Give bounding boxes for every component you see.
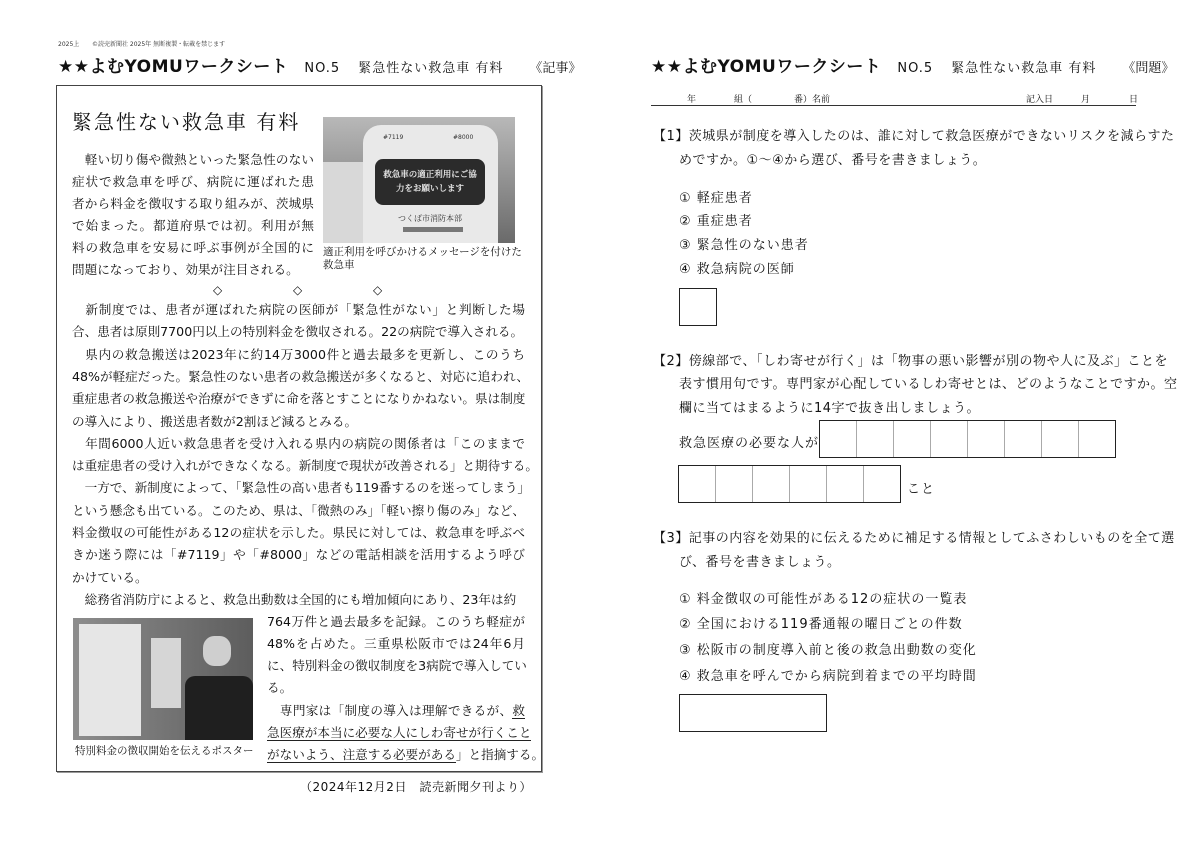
divider-diamond: ◇ — [293, 283, 303, 297]
q3-answer-box[interactable] — [679, 694, 827, 732]
article-line: 重症患者の救急搬送や治療ができずに命を落とすことになりかねない。県は制度 — [72, 391, 526, 407]
quote-text: 」と指摘する。 — [455, 747, 545, 762]
q1-option-3: ③ 緊急性のない患者 — [679, 238, 809, 253]
article-line: に、特別料金の徴収制度を3病院で導入してい — [267, 658, 527, 673]
class-field[interactable]: 組（ — [734, 95, 753, 105]
answer-cell[interactable] — [820, 421, 857, 457]
article-line: という懸念も出ている。このため、県は、「微熱のみ」「軽い擦り傷のみ」など、 — [72, 502, 525, 518]
answer-cell[interactable] — [1042, 421, 1079, 457]
q1-option-1: ① 軽症患者 — [679, 191, 753, 206]
article-line: 764万件と過去最多を記録。このうち軽症が — [267, 614, 525, 629]
brand-title: ★★よむYOMUワークシート — [651, 57, 882, 77]
article-line: 年間6000人近い救急患者を受け入れる県内の病院の関係者は「このままで — [72, 435, 525, 451]
answer-cell[interactable] — [864, 466, 900, 502]
worksheet-header — [651, 52, 1174, 77]
article-line: 軽い切り傷や微熱といった緊急性のない — [72, 152, 314, 167]
day-field[interactable]: 日 — [1129, 95, 1139, 105]
q2-answer-suffix: こと — [907, 482, 936, 497]
article-line: 合、患者は原則7700円以上の特別料金を徴収される。22の病院で導入される。 — [72, 324, 524, 340]
article-line: 一方で、新制度によって、「緊急性の高い患者も119番するのを迷ってしまう」 — [72, 480, 531, 496]
q1-text-line1: 【1】茨城県が制度を導入したのは、誰に対して救急医療ができないリスクを減らすた — [653, 129, 1175, 144]
month-field[interactable]: 月 — [1081, 95, 1091, 105]
answer-cell[interactable] — [857, 421, 894, 457]
source-credit: （2024年12月2日 読売新聞夕刊より） — [300, 780, 532, 794]
article-line: 総務省消防庁によると、救急出動数は全国的にも増加傾向にあり、23年は約 — [72, 591, 517, 607]
quote-line — [267, 703, 525, 719]
date-label: 記入日 — [1026, 95, 1054, 105]
q3-option-2: ② 全国における119番通報の曜日ごとの件数 — [679, 617, 963, 632]
article-line: 者から料金を徴収する取り組みが、茨城県 — [72, 196, 314, 211]
quote-line — [267, 725, 532, 741]
divider-diamond: ◇ — [373, 283, 383, 297]
article-line: 料の救急車を安易に呼ぶ事例が全国的に — [72, 240, 314, 255]
page-kind: 《問題》 — [1122, 61, 1175, 76]
answer-cell[interactable] — [827, 466, 864, 502]
article-line: 料金徴収の可能性がある12の症状を示した。県民に対しては、救急車を呼ぶべ — [72, 525, 525, 540]
article-line: の導入により、搬送患者数が2割ほど減るとみる。 — [72, 413, 358, 429]
worksheet-number: NO.5 — [304, 61, 341, 76]
answer-cell[interactable] — [753, 466, 790, 502]
article-line: 新制度では、患者が運ばれた病院の医師が「緊急性がない」と判断した場 — [72, 302, 525, 317]
q2-answer-cells-row1 — [819, 420, 1116, 458]
ambulance-window-message: 救急車の適正利用にご協力をお願いします — [383, 170, 477, 194]
underlined-text: がないよう、注意する必要がある — [267, 747, 456, 762]
ambulance-rear-window — [375, 159, 485, 205]
article-line: 症状で救急車を呼び、病院に運ばれた患 — [72, 174, 314, 189]
answer-cell[interactable] — [931, 421, 968, 457]
q3-option-3: ③ 松阪市の制度導入前と後の救急出動数の変化 — [679, 643, 977, 658]
poster-photo — [73, 618, 253, 740]
article-line: 問題になっており、効果が注目される。 — [72, 262, 299, 277]
year-field[interactable]: 年 — [687, 95, 697, 105]
q3-option-1: ① 料金徴収の可能性がある12の症状の一覧表 — [679, 592, 968, 607]
ambulance-photo — [323, 117, 515, 243]
answer-cell[interactable] — [716, 466, 753, 502]
answer-cell[interactable] — [790, 466, 827, 502]
ambulance-photo-caption: 適正利用を呼びかけるメッセージを付けた救急車 — [323, 246, 522, 271]
article-line: で始まった。都道府県では初。利用が無 — [72, 218, 314, 233]
q1-option-4: ④ 救急病院の医師 — [679, 262, 795, 277]
name-row-rule — [651, 105, 1136, 106]
article-line: は重症患者の受け入れができなくなる。新制度で現状が改善される」と期待する。 — [72, 458, 538, 474]
answer-cell[interactable] — [894, 421, 931, 457]
q1-option-2: ② 重症患者 — [679, 214, 753, 229]
article-line: る。 — [267, 680, 293, 695]
q2-text-line1: 【2】傍線部で、「しわ寄せが行く」は「物事の悪い影響が別の物や人に及ぶ」ことを — [653, 354, 1169, 369]
ambulance-number-7119: #7119 — [383, 134, 404, 141]
underlined-text: 救 — [512, 703, 525, 718]
underlined-text: 急医療が本当に必要な人にしわ寄せが行くこと — [267, 725, 532, 740]
q3-text-line1: 【3】記事の内容を効果的に伝えるために補足する情報としてふさわしいものを全て選 — [653, 531, 1175, 546]
answer-cell[interactable] — [1079, 421, 1115, 457]
student-number-field[interactable]: 番）名前 — [794, 95, 831, 105]
quote-line — [267, 747, 545, 763]
answer-cell[interactable] — [968, 421, 1005, 457]
q3-text-line2: び、番号を書きましょう。 — [679, 555, 841, 570]
ambulance-body-lettering: つくば市消防本部 — [398, 214, 462, 223]
article-line: かけている。 — [72, 569, 148, 585]
answer-cell[interactable] — [1005, 421, 1042, 457]
article-line: 県内の救急搬送は2023年に約14万3000件と過去最多を更新し、このうち — [72, 346, 525, 362]
q1-answer-box[interactable] — [679, 288, 717, 326]
worksheet-title: 緊急性ない救急車 有料 — [951, 61, 1097, 76]
article-line: 48%を占めた。三重県松阪市では24年6月 — [267, 636, 525, 651]
copyright-notice: ©読売新聞社 2025年 無断複製・転載を禁じます — [92, 41, 226, 48]
poster-photo-caption: 特別料金の徴収開始を伝えるポスター — [75, 745, 254, 757]
q2-text-line3: 欄に当てはまるように14字で抜き出しましょう。 — [679, 401, 981, 416]
page-kind: 《記事》 — [529, 61, 582, 76]
worksheet-title: 緊急性ない救急車 有料 — [358, 61, 504, 76]
quote-text: 専門家は「制度の導入は理解できるが、 — [267, 703, 513, 718]
article-line: きか迷う際には「#7119」や「#8000」などの電話相談を活用するよう呼び — [72, 547, 525, 563]
ambulance-number-8000: #8000 — [453, 134, 474, 141]
divider-diamond: ◇ — [213, 283, 223, 297]
q2-text-line2: 表す慣用句です。専門家が心配しているしわ寄せとは、どのようなことですか。空 — [679, 377, 1178, 392]
article-header — [58, 52, 581, 77]
q2-answer-cells-row2 — [678, 465, 901, 503]
q1-text-line2: めですか。①～④から選び、番号を書きましょう。 — [679, 153, 987, 168]
brand-title: ★★よむYOMUワークシート — [58, 57, 289, 77]
q3-option-4: ④ 救急車を呼んでから病院到着までの平均時間 — [679, 669, 977, 684]
worksheet-number: NO.5 — [897, 61, 934, 76]
edition-label: 2025上 — [58, 41, 80, 48]
article-line: 48%が軽症だった。緊急性のない患者の救急搬送が多くなると、対応に追われ、 — [72, 368, 529, 384]
answer-cell[interactable] — [679, 466, 716, 502]
q2-answer-prefix: 救急医療の必要な人が — [679, 436, 820, 451]
article-headline: 緊急性ない救急車 有料 — [72, 110, 301, 134]
